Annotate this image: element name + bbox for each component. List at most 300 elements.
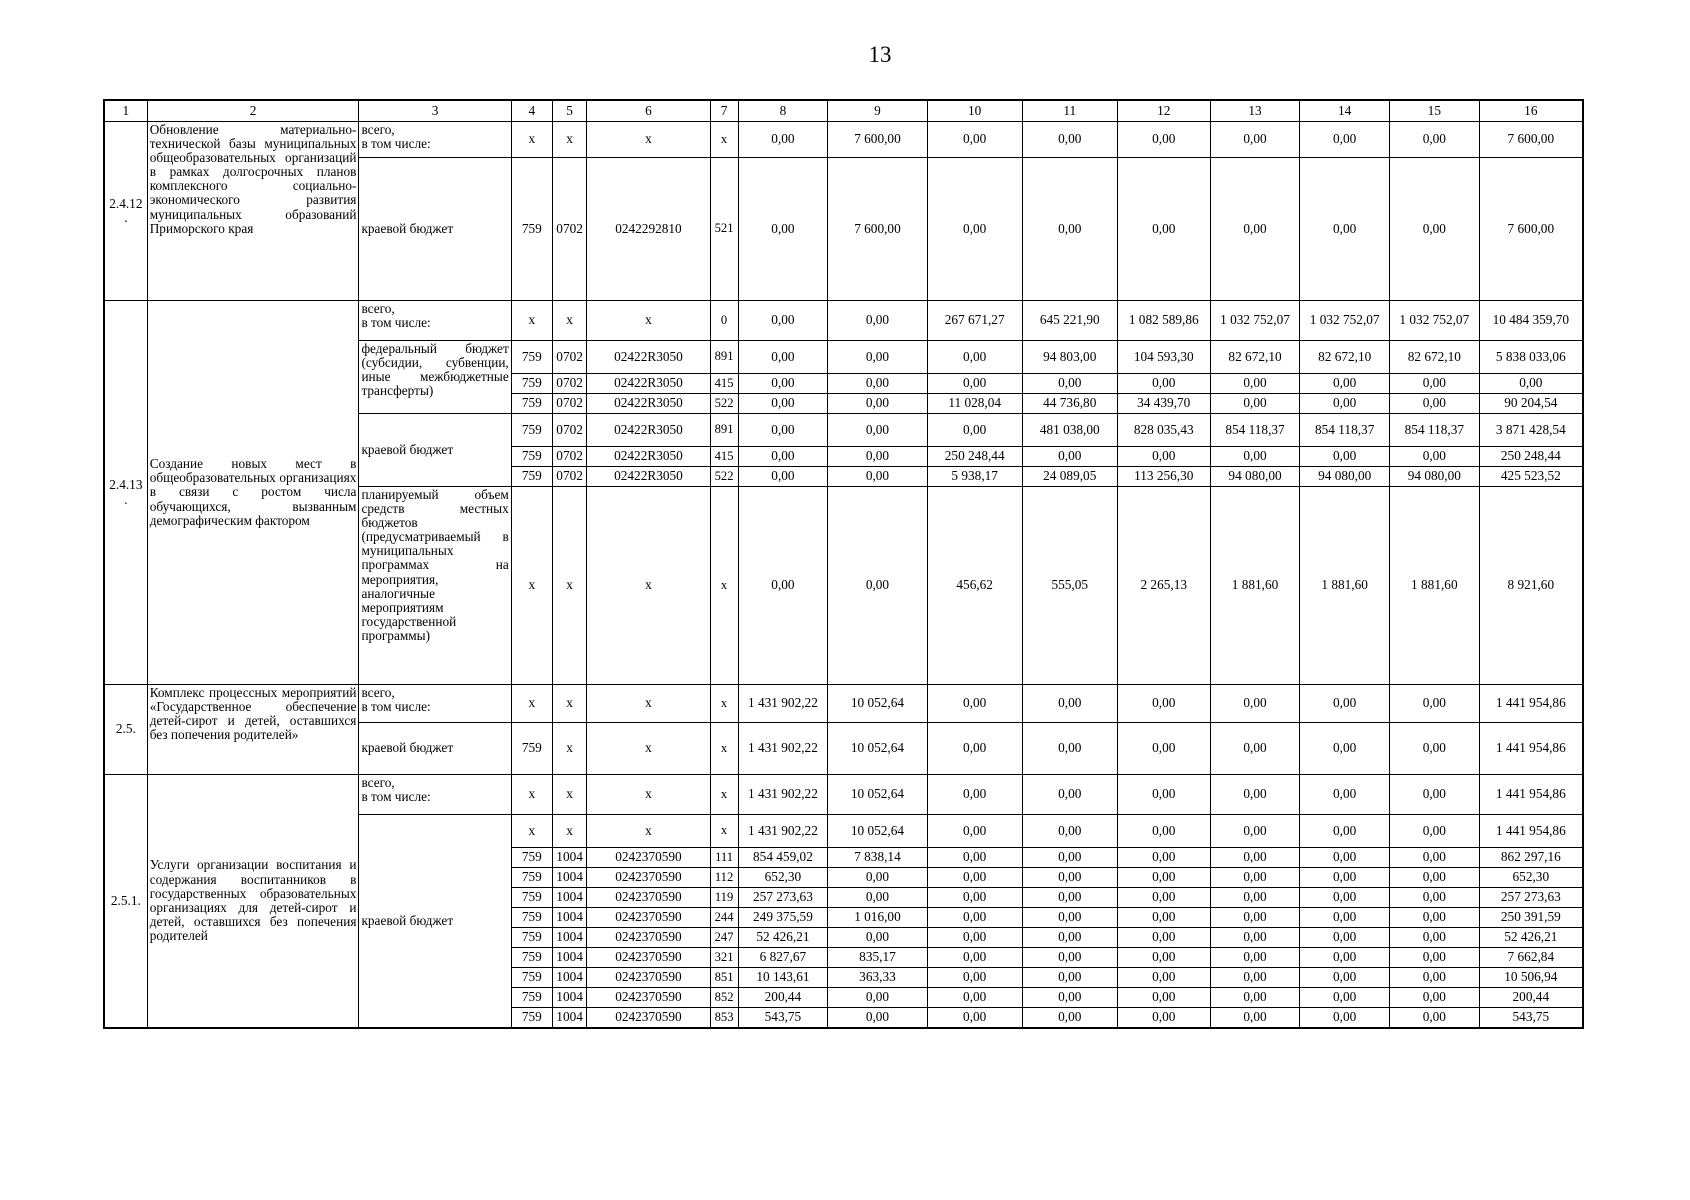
expense-type-cell: x xyxy=(710,685,738,723)
amount-cell: 0,00 xyxy=(1210,374,1300,394)
amount-cell: 0,00 xyxy=(927,723,1022,775)
amount-cell: 0,00 xyxy=(1300,888,1390,908)
amount-cell: 257 273,63 xyxy=(1479,888,1583,908)
table-row xyxy=(104,301,1583,341)
amount-cell: 0,00 xyxy=(1300,848,1390,868)
admin-code-cell: 759 xyxy=(511,988,552,1008)
amount-cell: 0,00 xyxy=(738,122,828,158)
amount-cell: 0,00 xyxy=(1117,988,1210,1008)
amount-cell: 10 143,61 xyxy=(738,968,828,988)
amount-cell: 267 671,27 xyxy=(927,301,1022,341)
amount-cell: 0,00 xyxy=(1117,447,1210,467)
amount-cell: 0,00 xyxy=(1390,988,1480,1008)
expense-type-cell: 521 xyxy=(710,158,738,301)
amount-cell: 0,00 xyxy=(738,414,828,447)
target-article-cell: 0242370590 xyxy=(587,888,710,908)
amount-cell: 0,00 xyxy=(738,447,828,467)
admin-code-cell: 759 xyxy=(511,908,552,928)
target-article-cell: x xyxy=(587,301,710,341)
amount-cell: 0,00 xyxy=(1300,868,1390,888)
amount-cell: 10 484 359,70 xyxy=(1479,301,1583,341)
header-cell: 16 xyxy=(1479,100,1583,122)
funding-source-cell: федеральный бюджет (субсидии, субвенции, иные межбюджетные трансферты) xyxy=(359,341,511,414)
table-row xyxy=(104,122,1583,158)
item-number-cell: 2.5. xyxy=(104,685,147,775)
amount-cell: 0,00 xyxy=(738,374,828,394)
amount-cell: 250 391,59 xyxy=(1479,908,1583,928)
amount-cell: 0,00 xyxy=(828,868,927,888)
amount-cell: 10 052,64 xyxy=(828,723,927,775)
amount-cell: 10 052,64 xyxy=(828,815,927,848)
header-row xyxy=(104,100,1583,122)
item-number-cell: 2.4.12 . xyxy=(104,122,147,301)
budget-table xyxy=(103,99,1584,1029)
amount-cell: 0,00 xyxy=(1300,968,1390,988)
amount-cell: 0,00 xyxy=(1390,447,1480,467)
amount-cell: 104 593,30 xyxy=(1117,341,1210,374)
amount-cell: 0,00 xyxy=(927,848,1022,868)
amount-cell: 0,00 xyxy=(828,374,927,394)
header-cell: 6 xyxy=(587,100,710,122)
admin-code-cell: 759 xyxy=(511,723,552,775)
admin-code-cell: 759 xyxy=(511,948,552,968)
target-article-cell: 0242370590 xyxy=(587,848,710,868)
target-article-cell: x xyxy=(587,685,710,723)
target-article-cell: x xyxy=(587,122,710,158)
amount-cell: 0,00 xyxy=(828,301,927,341)
table-row xyxy=(104,685,1583,723)
amount-cell: 10 052,64 xyxy=(828,775,927,815)
admin-code-cell: 759 xyxy=(511,158,552,301)
section-code-cell: 1004 xyxy=(552,928,587,948)
header-cell: 11 xyxy=(1022,100,1117,122)
amount-cell: 82 672,10 xyxy=(1390,341,1480,374)
amount-cell: 0,00 xyxy=(1117,968,1210,988)
target-article-cell: 0242370590 xyxy=(587,928,710,948)
admin-code-cell: x xyxy=(511,685,552,723)
amount-cell: 0,00 xyxy=(1210,888,1300,908)
target-article-cell: 02422R3050 xyxy=(587,394,710,414)
section-code-cell: x xyxy=(552,723,587,775)
amount-cell: 0,00 xyxy=(738,487,828,685)
amount-cell: 854 118,37 xyxy=(1300,414,1390,447)
amount-cell: 0,00 xyxy=(1210,848,1300,868)
funding-source-cell: краевой бюджет xyxy=(359,158,511,301)
header-cell: 14 xyxy=(1300,100,1390,122)
amount-cell: 0,00 xyxy=(927,158,1022,301)
amount-cell: 1 441 954,86 xyxy=(1479,775,1583,815)
section-code-cell: 1004 xyxy=(552,988,587,1008)
section-code-cell: 1004 xyxy=(552,848,587,868)
amount-cell: 0,00 xyxy=(1210,928,1300,948)
amount-cell: 1 032 752,07 xyxy=(1390,301,1480,341)
admin-code-cell: x xyxy=(511,122,552,158)
section-code-cell: 1004 xyxy=(552,908,587,928)
amount-cell: 652,30 xyxy=(738,868,828,888)
amount-cell: 0,00 xyxy=(1300,908,1390,928)
amount-cell: 7 600,00 xyxy=(828,158,927,301)
target-article-cell: 0242370590 xyxy=(587,968,710,988)
target-article-cell: 02422R3050 xyxy=(587,341,710,374)
expense-type-cell: 851 xyxy=(710,968,738,988)
expense-type-cell: x xyxy=(710,815,738,848)
section-code-cell: 0702 xyxy=(552,394,587,414)
amount-cell: 0,00 xyxy=(1390,968,1480,988)
amount-cell: 0,00 xyxy=(1390,868,1480,888)
amount-cell: 1 431 902,22 xyxy=(738,723,828,775)
amount-cell: 0,00 xyxy=(1300,815,1390,848)
amount-cell: 0,00 xyxy=(1300,685,1390,723)
amount-cell: 0,00 xyxy=(927,888,1022,908)
amount-cell: 0,00 xyxy=(828,928,927,948)
expense-type-cell: x xyxy=(710,775,738,815)
target-article-cell: 0242370590 xyxy=(587,908,710,928)
amount-cell: 34 439,70 xyxy=(1117,394,1210,414)
amount-cell: 8 921,60 xyxy=(1479,487,1583,685)
header-cell: 1 xyxy=(104,100,147,122)
section-code-cell: 1004 xyxy=(552,888,587,908)
amount-cell: 94 803,00 xyxy=(1022,341,1117,374)
amount-cell: 52 426,21 xyxy=(738,928,828,948)
amount-cell: 0,00 xyxy=(1300,928,1390,948)
amount-cell: 0,00 xyxy=(1022,968,1117,988)
amount-cell: 0,00 xyxy=(828,487,927,685)
amount-cell: 0,00 xyxy=(738,158,828,301)
amount-cell: 543,75 xyxy=(1479,1008,1583,1028)
amount-cell: 0,00 xyxy=(927,1008,1022,1028)
amount-cell: 0,00 xyxy=(828,888,927,908)
amount-cell: 363,33 xyxy=(828,968,927,988)
table-body xyxy=(104,100,1583,1028)
amount-cell: 0,00 xyxy=(1022,815,1117,848)
amount-cell: 425 523,52 xyxy=(1479,467,1583,487)
expense-type-cell: 244 xyxy=(710,908,738,928)
amount-cell: 0,00 xyxy=(1117,1008,1210,1028)
admin-code-cell: 759 xyxy=(511,868,552,888)
section-code-cell: 0702 xyxy=(552,414,587,447)
amount-cell: 0,00 xyxy=(1022,868,1117,888)
amount-cell: 0,00 xyxy=(927,968,1022,988)
amount-cell: 7 600,00 xyxy=(1479,158,1583,301)
amount-cell: 7 600,00 xyxy=(828,122,927,158)
amount-cell: 250 248,44 xyxy=(1479,447,1583,467)
amount-cell: 0,00 xyxy=(1117,158,1210,301)
item-name-cell: Услуги организации воспитания и содержания воспитанников в государственных образовательных организациях для детей-сирот и детей, оставшихся без попечения родителей xyxy=(147,775,359,1028)
expense-type-cell: 111 xyxy=(710,848,738,868)
amount-cell: 0,00 xyxy=(1210,868,1300,888)
amount-cell: 0,00 xyxy=(1390,888,1480,908)
amount-cell: 1 441 954,86 xyxy=(1479,723,1583,775)
amount-cell: 0,00 xyxy=(927,685,1022,723)
target-article-cell: 02422R3050 xyxy=(587,374,710,394)
item-name-cell: Обновление материально-технической базы муниципальных общеобразовательных организаций в рамках долгосрочных планов комплексного социально-экономического развития муниципальных образований Приморского края xyxy=(147,122,359,301)
amount-cell: 7 600,00 xyxy=(1479,122,1583,158)
header-cell: 13 xyxy=(1210,100,1300,122)
admin-code-cell: 759 xyxy=(511,414,552,447)
header-cell: 10 xyxy=(927,100,1022,122)
amount-cell: 0,00 xyxy=(927,341,1022,374)
amount-cell: 0,00 xyxy=(1022,988,1117,1008)
amount-cell: 0,00 xyxy=(1390,908,1480,928)
amount-cell: 0,00 xyxy=(1300,394,1390,414)
amount-cell: 0,00 xyxy=(1210,723,1300,775)
amount-cell: 1 032 752,07 xyxy=(1300,301,1390,341)
amount-cell: 0,00 xyxy=(1479,374,1583,394)
target-article-cell: 0242292810 xyxy=(587,158,710,301)
admin-code-cell: 759 xyxy=(511,394,552,414)
target-article-cell: 0242370590 xyxy=(587,988,710,1008)
amount-cell: 0,00 xyxy=(1390,374,1480,394)
expense-type-cell: 119 xyxy=(710,888,738,908)
amount-cell: 0,00 xyxy=(1117,848,1210,868)
amount-cell: 0,00 xyxy=(927,374,1022,394)
amount-cell: 200,44 xyxy=(738,988,828,1008)
amount-cell: 24 089,05 xyxy=(1022,467,1117,487)
amount-cell: 0,00 xyxy=(1117,815,1210,848)
amount-cell: 1 441 954,86 xyxy=(1479,685,1583,723)
target-article-cell: 02422R3050 xyxy=(587,414,710,447)
amount-cell: 1 441 954,86 xyxy=(1479,815,1583,848)
header-cell: 5 xyxy=(552,100,587,122)
target-article-cell: 02422R3050 xyxy=(587,447,710,467)
amount-cell: 52 426,21 xyxy=(1479,928,1583,948)
amount-cell: 0,00 xyxy=(738,341,828,374)
amount-cell: 0,00 xyxy=(1390,122,1480,158)
amount-cell: 90 204,54 xyxy=(1479,394,1583,414)
amount-cell: 854 118,37 xyxy=(1210,414,1300,447)
header-cell: 7 xyxy=(710,100,738,122)
target-article-cell: x xyxy=(587,487,710,685)
section-code-cell: x xyxy=(552,815,587,848)
expense-type-cell: 0 xyxy=(710,301,738,341)
amount-cell: 0,00 xyxy=(1022,848,1117,868)
amount-cell: 0,00 xyxy=(927,414,1022,447)
amount-cell: 0,00 xyxy=(1210,1008,1300,1028)
amount-cell: 0,00 xyxy=(1117,374,1210,394)
expense-type-cell: x xyxy=(710,122,738,158)
amount-cell: 1 016,00 xyxy=(828,908,927,928)
target-article-cell: 0242370590 xyxy=(587,948,710,968)
amount-cell: 10 506,94 xyxy=(1479,968,1583,988)
amount-cell: 0,00 xyxy=(1210,968,1300,988)
amount-cell: 0,00 xyxy=(1117,868,1210,888)
amount-cell: 0,00 xyxy=(1210,394,1300,414)
target-article-cell: 0242370590 xyxy=(587,868,710,888)
amount-cell: 0,00 xyxy=(927,815,1022,848)
funding-source-cell: всего, в том числе: xyxy=(359,301,511,341)
amount-cell: 0,00 xyxy=(1022,1008,1117,1028)
amount-cell: 0,00 xyxy=(738,467,828,487)
amount-cell: 0,00 xyxy=(1117,928,1210,948)
amount-cell: 0,00 xyxy=(1300,775,1390,815)
amount-cell: 0,00 xyxy=(927,775,1022,815)
amount-cell: 0,00 xyxy=(1390,848,1480,868)
item-number-cell: 2.5.1. xyxy=(104,775,147,1028)
amount-cell: 0,00 xyxy=(1390,948,1480,968)
amount-cell: 0,00 xyxy=(1022,948,1117,968)
header-cell: 4 xyxy=(511,100,552,122)
table-row xyxy=(104,775,1583,815)
amount-cell: 0,00 xyxy=(927,988,1022,1008)
amount-cell: 0,00 xyxy=(1390,685,1480,723)
amount-cell: 0,00 xyxy=(1210,685,1300,723)
amount-cell: 862 297,16 xyxy=(1479,848,1583,868)
admin-code-cell: 759 xyxy=(511,447,552,467)
amount-cell: 0,00 xyxy=(1022,775,1117,815)
amount-cell: 0,00 xyxy=(927,908,1022,928)
expense-type-cell: 415 xyxy=(710,447,738,467)
amount-cell: 0,00 xyxy=(828,341,927,374)
amount-cell: 0,00 xyxy=(1390,928,1480,948)
target-article-cell: 0242370590 xyxy=(587,1008,710,1028)
amount-cell: 0,00 xyxy=(1210,775,1300,815)
admin-code-cell: 759 xyxy=(511,848,552,868)
item-name-cell: Создание новых мест в общеобразовательных организациях в связи с ростом числа обучающихся, вызванным демографическим фактором xyxy=(147,301,359,685)
section-code-cell: 1004 xyxy=(552,1008,587,1028)
amount-cell: 456,62 xyxy=(927,487,1022,685)
amount-cell: 94 080,00 xyxy=(1210,467,1300,487)
amount-cell: 5 838 033,06 xyxy=(1479,341,1583,374)
amount-cell: 543,75 xyxy=(738,1008,828,1028)
amount-cell: 0,00 xyxy=(828,1008,927,1028)
funding-source-cell: краевой бюджет xyxy=(359,723,511,775)
amount-cell: 3 871 428,54 xyxy=(1479,414,1583,447)
amount-cell: 0,00 xyxy=(1300,122,1390,158)
amount-cell: 2 265,13 xyxy=(1117,487,1210,685)
admin-code-cell: 759 xyxy=(511,374,552,394)
amount-cell: 1 431 902,22 xyxy=(738,685,828,723)
section-code-cell: x xyxy=(552,487,587,685)
amount-cell: 1 881,60 xyxy=(1300,487,1390,685)
header-cell: 2 xyxy=(147,100,359,122)
section-code-cell: x xyxy=(552,301,587,341)
amount-cell: 0,00 xyxy=(1300,723,1390,775)
amount-cell: 0,00 xyxy=(1210,122,1300,158)
section-code-cell: 0702 xyxy=(552,374,587,394)
amount-cell: 82 672,10 xyxy=(1300,341,1390,374)
amount-cell: 10 052,64 xyxy=(828,685,927,723)
amount-cell: 0,00 xyxy=(1300,948,1390,968)
page-number: 13 xyxy=(868,42,892,67)
section-code-cell: x xyxy=(552,685,587,723)
target-article-cell: x xyxy=(587,775,710,815)
amount-cell: 0,00 xyxy=(828,394,927,414)
amount-cell: 44 736,80 xyxy=(1022,394,1117,414)
funding-source-cell: краевой бюджет xyxy=(359,414,511,487)
amount-cell: 0,00 xyxy=(1117,122,1210,158)
amount-cell: 0,00 xyxy=(828,467,927,487)
amount-cell: 0,00 xyxy=(1390,1008,1480,1028)
amount-cell: 828 035,43 xyxy=(1117,414,1210,447)
expense-type-cell: 522 xyxy=(710,467,738,487)
amount-cell: 7 662,84 xyxy=(1479,948,1583,968)
amount-cell: 113 256,30 xyxy=(1117,467,1210,487)
section-code-cell: 0702 xyxy=(552,341,587,374)
amount-cell: 481 038,00 xyxy=(1022,414,1117,447)
amount-cell: 0,00 xyxy=(738,394,828,414)
admin-code-cell: 759 xyxy=(511,467,552,487)
amount-cell: 82 672,10 xyxy=(1210,341,1300,374)
amount-cell: 0,00 xyxy=(828,414,927,447)
amount-cell: 0,00 xyxy=(1022,685,1117,723)
amount-cell: 0,00 xyxy=(1390,394,1480,414)
amount-cell: 0,00 xyxy=(1022,122,1117,158)
amount-cell: 94 080,00 xyxy=(1300,467,1390,487)
amount-cell: 0,00 xyxy=(1022,723,1117,775)
amount-cell: 6 827,67 xyxy=(738,948,828,968)
section-code-cell: x xyxy=(552,122,587,158)
amount-cell: 0,00 xyxy=(1210,158,1300,301)
amount-cell: 0,00 xyxy=(1390,723,1480,775)
amount-cell: 0,00 xyxy=(1210,815,1300,848)
amount-cell: 1 881,60 xyxy=(1390,487,1480,685)
amount-cell: 0,00 xyxy=(1210,988,1300,1008)
target-article-cell: x xyxy=(587,723,710,775)
amount-cell: 0,00 xyxy=(1022,447,1117,467)
expense-type-cell: 321 xyxy=(710,948,738,968)
section-code-cell: 1004 xyxy=(552,868,587,888)
target-article-cell: x xyxy=(587,815,710,848)
admin-code-cell: x xyxy=(511,815,552,848)
amount-cell: 0,00 xyxy=(927,122,1022,158)
expense-type-cell: x xyxy=(710,487,738,685)
header-cell: 8 xyxy=(738,100,828,122)
amount-cell: 0,00 xyxy=(1300,158,1390,301)
amount-cell: 0,00 xyxy=(1022,888,1117,908)
funding-source-cell: планируемый объем средств местных бюджетов (предусматриваемый в муниципальных программах на мероприятия, аналогичные мероприятиям государственной программы) xyxy=(359,487,511,685)
expense-type-cell: 891 xyxy=(710,341,738,374)
amount-cell: 0,00 xyxy=(1300,988,1390,1008)
amount-cell: 1 082 589,86 xyxy=(1117,301,1210,341)
funding-source-cell: всего, в том числе: xyxy=(359,685,511,723)
admin-code-cell: 759 xyxy=(511,341,552,374)
header-cell: 3 xyxy=(359,100,511,122)
amount-cell: 257 273,63 xyxy=(738,888,828,908)
amount-cell: 94 080,00 xyxy=(1390,467,1480,487)
funding-source-cell: краевой бюджет xyxy=(359,815,511,1028)
section-code-cell: 0702 xyxy=(552,158,587,301)
amount-cell: 652,30 xyxy=(1479,868,1583,888)
amount-cell: 0,00 xyxy=(828,988,927,1008)
amount-cell: 250 248,44 xyxy=(927,447,1022,467)
amount-cell: 0,00 xyxy=(1117,888,1210,908)
amount-cell: 0,00 xyxy=(1117,775,1210,815)
section-code-cell: 1004 xyxy=(552,948,587,968)
amount-cell: 0,00 xyxy=(1022,374,1117,394)
amount-cell: 1 431 902,22 xyxy=(738,775,828,815)
header-cell: 12 xyxy=(1117,100,1210,122)
funding-source-cell: всего, в том числе: xyxy=(359,775,511,815)
amount-cell: 0,00 xyxy=(1022,908,1117,928)
target-article-cell: 02422R3050 xyxy=(587,467,710,487)
header-cell: 15 xyxy=(1390,100,1480,122)
section-code-cell: x xyxy=(552,775,587,815)
amount-cell: 854 459,02 xyxy=(738,848,828,868)
admin-code-cell: 759 xyxy=(511,888,552,908)
amount-cell: 7 838,14 xyxy=(828,848,927,868)
amount-cell: 0,00 xyxy=(1390,815,1480,848)
section-code-cell: 1004 xyxy=(552,968,587,988)
section-code-cell: 0702 xyxy=(552,467,587,487)
amount-cell: 0,00 xyxy=(1300,447,1390,467)
amount-cell: 0,00 xyxy=(927,928,1022,948)
amount-cell: 555,05 xyxy=(1022,487,1117,685)
funding-source-cell: всего, в том числе: xyxy=(359,122,511,158)
section-code-cell: 0702 xyxy=(552,447,587,467)
header-cell: 9 xyxy=(828,100,927,122)
amount-cell: 0,00 xyxy=(1210,948,1300,968)
amount-cell: 249 375,59 xyxy=(738,908,828,928)
